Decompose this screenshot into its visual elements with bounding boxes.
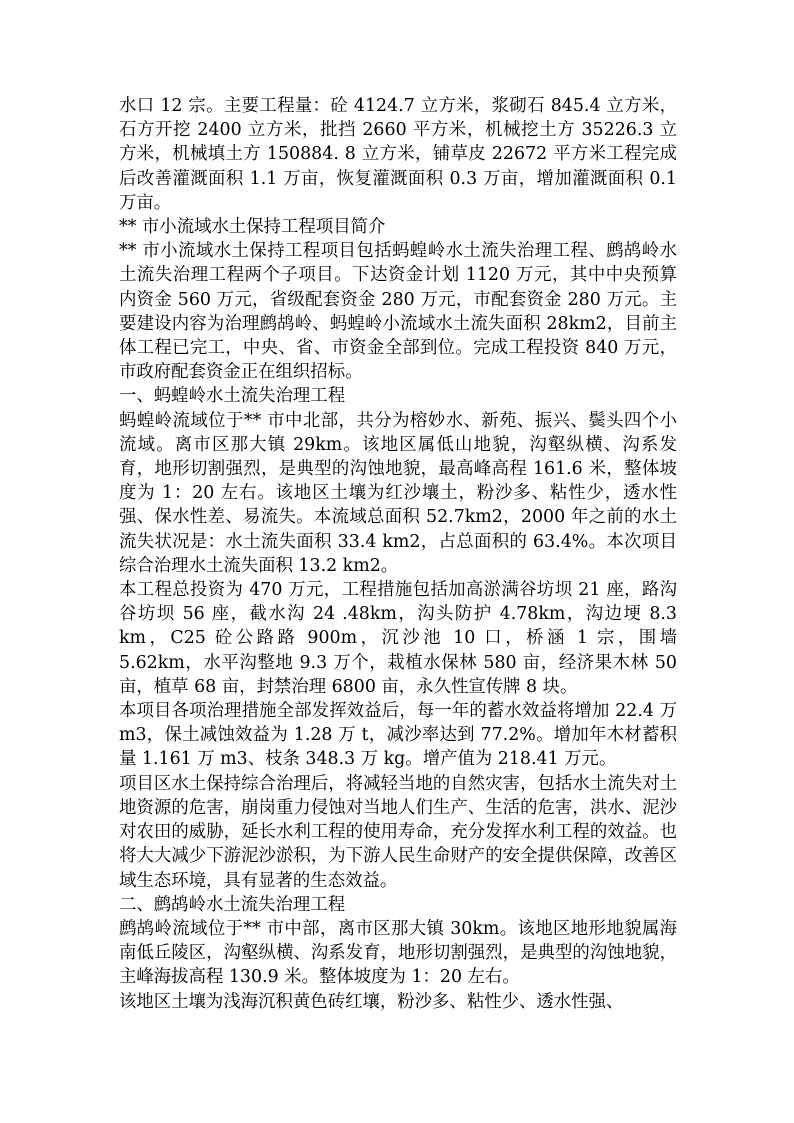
paragraph-zhegulin-soil: 该地区土壤为浅海沉积黄色砖红壤，粉沙多、粘性少、透水性强、 bbox=[119, 991, 624, 1012]
paragraph-mahuangling-location: 蚂蝗岭流域位于** 市中北部，共分为榕妙水、新苑、振兴、鬓头四个小流域。离市区那大镇 29km。该地区属低山地貌，沟壑纵横、沟系发育，地形切割强烈，是典型的沟蚀地貌，最高峰高程 161.6 米，整体坡度为 1：20 左右。该地区土壤为红沙壤土，粉沙多、粘性少，透水性强、保水性差、易流失。本流域总面积 52.7km2，2000 年之前的水土流失状况是：水土流失面积 33.4 km2，占总面积的 63.4%。本次项目综合治理水土流失面积 13.2 km2。 bbox=[119, 410, 677, 576]
paragraph-ecological-benefits: 项目区水土保持综合治理后，将减轻当地的自然灾害，包括水土流失对土地资源的危害，崩岗重力侵蚀对当地人们生产、生活的危害，洪水、泥沙对农田的威胁，延长水利工程的使用寿命，充分发挥水利工程的效益。也将大大减少下游泥沙淤积，为下游人民生命财产的安全提供保障，改善区域生态环境，具有显著的生态效益。 bbox=[119, 773, 677, 891]
heading-section-two: 二、鹧鸪岭水土流失治理工程 bbox=[119, 894, 346, 915]
heading-section-one: 一、蚂蝗岭水土流失治理工程 bbox=[119, 386, 346, 407]
paragraph-mahuangling-benefits: 本项目各项治理措施全部发挥效益后，每一年的蓄水效益将增加 22.4 万 m3，保土减蚀效益为 1.28 万 t，减沙率达到 77.2%。增加年木材蓄积量 1.161 万 m3、枝条 348.3 万 kg。增产值为 218.41 万元。 bbox=[119, 701, 677, 770]
paragraph-project-overview: ** 市小流域水土保持工程项目包括蚂蝗岭水土流失治理工程、鹧鸪岭水土流失治理工程两个子项目。下达资金计划 1120 万元，其中中央预算内资金 560 万元，省级配套资金 280 万元，市配套资金 280 万元。主要建设内容为治理鹧鸪岭、蚂蝗岭小流域水土流失面积 28km2，目前主体工程已完工，中央、省、市资金全部到位。完成工程投资 840 万元，市政府配套资金正在组织招标。 bbox=[119, 241, 677, 383]
heading-project-overview: ** 市小流域水土保持工程项目简介 bbox=[119, 217, 386, 238]
document-page bbox=[119, 94, 677, 1014]
paragraph-zhegulin-location: 鹧鸪岭流域位于** 市中部，离市区那大镇 30km。该地区地形地貌属海南低丘陵区，沟壑纵横、沟系发育，地形切割强烈，是典型的沟蚀地貌，主峰海拔高程 130.9 米。整体坡度为 1：20 左右。 bbox=[119, 918, 677, 988]
paragraph-mahuangling-investment: 本工程总投资为 470 万元，工程措施包括加高淤满谷坊坝 21 座，路沟谷坊坝 56 座，截水沟 24 .48km，沟头防护 4.78km，沟边埂 8.3 km，C25 砼公路路 900m，沉沙池 10 口，桥涵 1 宗，围墙 5.62km，水平沟整地 9.3 万个，栽植水保林 580 亩，经济果木林 50 亩，植草 68 亩，封禁治理 6800 亩，永久性宣传牌 8 块。 bbox=[119, 580, 677, 697]
paragraph-engineering-quantities: 水口 12 宗。主要工程量：砼 4124.7 立方米，浆砌石 845.4 立方米，石方开挖 2400 立方米，批挡 2660 平方米，机械挖土方 35226.3 立方米，机械填土方 150884. 8 立方米，铺草皮 22672 平方米工程完成后改善灌溉面积 1.1 万亩，恢复灌溉面积 0.3 万亩，增加灌溉面积 0.1 万亩。 bbox=[119, 96, 677, 213]
